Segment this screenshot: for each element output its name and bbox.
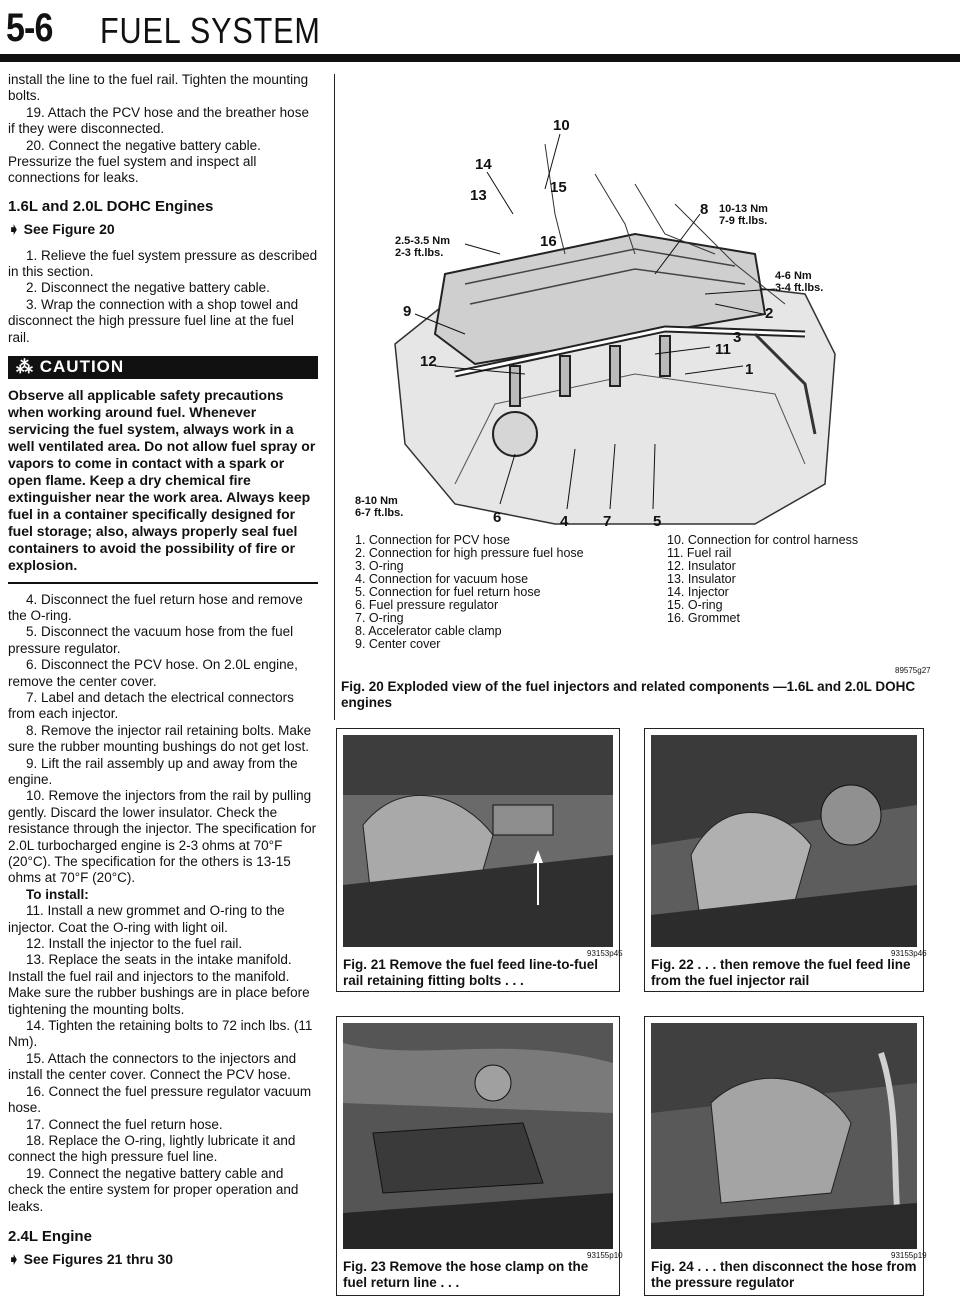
step-3: 3. Wrap the connection with a shop towel and disconnect the high pressure fuel line at the fuel rail. [8,296,299,345]
header-rule [0,54,960,62]
figure-21-caption: Fig. 21 Remove the fuel feed line-to-fuel rail retaining fitting bolts . . . [343,957,599,988]
photo-disconnect-regulator-hose [651,1023,917,1249]
step-2: 2. Disconnect the negative battery cable. [26,280,270,296]
arrow-icon: ➧ [8,1251,24,1268]
legend-item-right-3: 13. Insulator [667,572,736,586]
legend-item-left-5: 6. Fuel pressure regulator [355,598,499,612]
callout-8: 8 [700,201,709,218]
intro-para-2: 19. Attach the PCV hose and the breather hose if they were disconnected. [8,104,309,137]
step-18: 18. Replace the O-ring, lightly lubricate it and connect the high pressure fuel line. [8,1132,296,1165]
figure-20 [334,74,931,720]
figure-22-code: 93153p46 [891,949,927,958]
callout-15: 15 [550,179,567,196]
step-16: 16. Connect the fuel pressure regulator vacuum hose. [8,1083,312,1116]
legend-item-left-8: 9. Center cover [355,637,441,651]
figure-24-code: 93155p19 [891,1251,927,1260]
see-figure-20 [8,221,318,237]
callout-14: 14 [475,156,492,173]
section-heading-dohc: 1.6L and 2.0L DOHC Engines [8,197,214,215]
step-10: 10. Remove the injectors from the rail by pulling gently. Discard the lower insulator. Check the resistance through the injector. The specification for 2.0L turbocharged engine is 2-3 ohms at 70°F (20°C). The specification for the others is 13-15 ohms at 70°F (20°C). [8,788,317,886]
figure-21-code: 93153p45 [587,949,623,958]
legend-item-left-7: 8. Accelerator cable clamp [355,624,502,638]
warning-icon: ⁂ [16,357,40,377]
legend-item-left-4: 5. Connection for fuel return hose [355,585,541,599]
callout-4: 4 [560,513,569,530]
step-1: 1. Relieve the fuel system pressure as described in this section. [8,247,318,280]
figure-20-caption: Fig. 20 Exploded view of the fuel injectors and related components —1.6L and 2.0L DOHC engines [341,679,916,710]
callout-6: 6 [493,509,502,526]
photo-remove-feed-line [651,735,917,947]
legend-item-left-1: 2. Connection for high pressure fuel hose [355,546,584,560]
legend-left [355,534,675,651]
callout-7: 7 [603,513,612,530]
torque-3b: 3-4 ft.lbs. [775,282,824,294]
page-header [0,0,960,62]
step-9: 9. Lift the rail assembly up and away from the engine. [8,755,298,787]
legend-item-right-2: 12. Insulator [667,559,736,573]
section-title: FUEL SYSTEM [100,10,321,51]
step-6: 6. Disconnect the PCV hose. On 2.0L engine, remove the center cover. [8,657,298,689]
intro-para-1: install the line to the fuel rail. Tighten the mounting bolts. [8,72,309,104]
step-11: 11. Install a new grommet and O-ring to the injector. Coat the O-ring with light oil. [8,903,285,935]
callout-11: 11 [715,341,731,358]
legend-item-left-2: 3. O-ring [355,559,404,573]
torque-2b: 2-3 ft.lbs. [395,247,444,259]
figure-23-code: 93155p10 [587,1251,623,1260]
torque-3a: 4-6 Nm [775,270,812,282]
callout-5: 5 [653,513,662,530]
callout-1: 1 [745,361,754,378]
caution-label: CAUTION [39,357,125,377]
figure-22 [644,728,927,992]
see-figure-20-text: See Figure 20 [23,221,115,238]
fuel-injector-exploded-diagram [335,74,923,594]
step-14: 14. Tighten the retaining bolts to 72 inch lbs. (11 Nm). [8,1018,313,1050]
caution-banner [8,356,318,378]
step-13: 13. Replace the seats in the intake manifold. Install the fuel rail and injectors to the manifold. Make sure the rubber bushings are in place before tightening the mounting bolts. [8,952,310,1017]
to-install-label: To install: [26,886,89,902]
legend-item-left-6: 7. O-ring [355,611,404,625]
figure-24 [644,1016,927,1296]
legend-item-right-6: 16. Grommet [667,611,740,625]
legend-item-left-3: 4. Connection for vacuum hose [355,572,529,586]
legend-item-right-5: 15. O-ring [667,598,723,612]
legend-item-right-0: 10. Connection for control harness [667,533,859,547]
step-7: 7. Label and detach the electrical connectors from each injector. [8,689,294,722]
figure-21 [336,728,623,992]
step-15: 15. Attach the connectors to the injectors and install the center cover. Connect the PCV hose. [8,1050,297,1083]
step-5: 5. Disconnect the vacuum hose from the fuel pressure regulator. [8,624,294,656]
callout-2: 2 [765,305,774,322]
legend-item-left-0: 1. Connection for PCV hose [355,533,510,547]
torque-1b: 7-9 ft.lbs. [719,215,768,227]
figure-23 [336,1016,623,1296]
caution-text: Observe all applicable safety precautions when working around fuel. Whenever servicing the fuel system, always work in a well ventilated area. Do not allow fuel spray or vapors to come in contact with a spark or open flame. Keep a dry chemical fire extinguisher near the work area. Always keep fuel in a container specifically designed for fuel storage; also, always properly seal fuel containers to avoid the possibility of fire or explosion. [8,387,318,584]
callout-9: 9 [403,303,412,320]
callout-13: 13 [470,187,487,204]
section-number: 5-6 [6,6,53,50]
torque-4b: 6-7 ft.lbs. [355,507,404,519]
figure-24-caption: Fig. 24 . . . then disconnect the hose from the pressure regulator [651,1259,917,1290]
torque-2a: 2.5-3.5 Nm [395,235,451,247]
arrow-icon: ➧ [8,221,24,238]
step-19b: 19. Connect the negative battery cable and check the entire system for proper operation and leaks. [8,1165,299,1214]
see-figures-21-30 [8,1251,318,1267]
legend-right [667,534,927,625]
photo-remove-hose-clamp [343,1023,613,1249]
step-8: 8. Remove the injector rail retaining bolts. Make sure the rubber mounting bushings do not get lost. [8,722,312,755]
callout-12: 12 [420,353,437,370]
step-17: 17. Connect the fuel return hose. [26,1116,223,1132]
step-12: 12. Install the injector to the fuel rail. [26,936,243,952]
figure-23-caption: Fig. 23 Remove the hose clamp on the fuel return line . . . [343,1259,589,1290]
left-text-column [8,72,318,1278]
torque-4a: 8-10 Nm [355,495,398,507]
see-figures-21-30-text: See Figures 21 thru 30 [23,1251,174,1268]
figure-22-caption: Fig. 22 . . . then remove the fuel feed line from the fuel injector rail [651,957,911,988]
callout-10: 10 [553,117,570,134]
section-heading-24l: 2.4L Engine [8,1227,92,1245]
legend-item-right-4: 14. Injector [667,585,729,599]
step-4: 4. Disconnect the fuel return hose and remove the O-ring. [8,591,303,623]
figure-20-code: 89575g27 [895,666,931,675]
legend-item-right-1: 11. Fuel rail [667,546,732,560]
intro-para-3: 20. Connect the negative battery cable. Pressurize the fuel system and inspect all connections for leaks. [8,137,261,186]
callout-16: 16 [540,233,557,250]
torque-1a: 10-13 Nm [719,203,768,215]
callout-3: 3 [733,329,742,346]
photo-remove-fitting-bolts [343,735,613,947]
